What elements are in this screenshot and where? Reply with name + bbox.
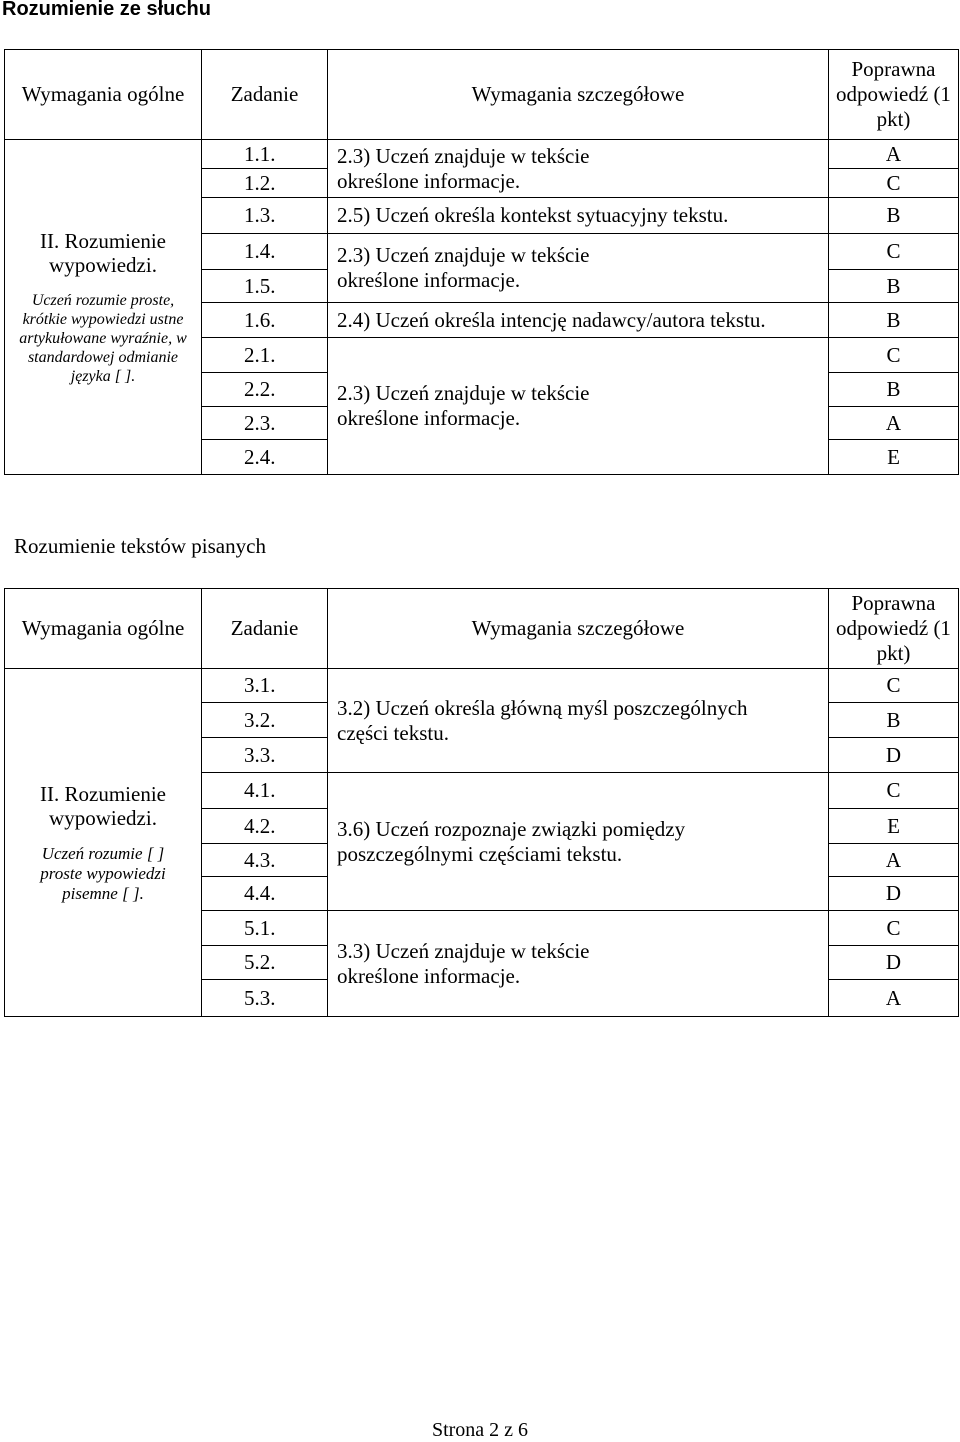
detailed-requirement: 3.2) Uczeń określa główną myśl poszczególnych części tekstu. — [328, 669, 829, 773]
task-number: 1.6. — [202, 303, 328, 338]
task-number: 1.4. — [202, 234, 328, 270]
general-requirement-title: II. Rozumienie wypowiedzi. — [40, 228, 166, 277]
task-number: 4.2. — [202, 809, 328, 844]
detailed-requirement: 2.3) Uczeń znajduje w tekście określone informacje. — [328, 234, 829, 303]
detailed-requirement: 2.3) Uczeń znajduje w tekście określone informacje. — [328, 140, 829, 198]
task-number: 1.5. — [202, 270, 328, 303]
general-requirement-cell — [5, 669, 202, 1017]
answer-cell: A — [829, 407, 959, 440]
task-number: 5.3. — [202, 980, 328, 1017]
task-number: 4.1. — [202, 773, 328, 809]
detailed-requirement: 3.6) Uczeń rozpoznaje związki pomiędzy poszczególnymi częściami tekstu. — [328, 773, 829, 911]
task-number: 2.3. — [202, 407, 328, 440]
answer-cell: B — [829, 303, 959, 338]
general-requirement-description: Uczeń rozumie [ ] proste wypowiedzi pisemne [ ]. — [40, 843, 166, 903]
answer-cell: D — [829, 946, 959, 980]
general-requirement-cell — [5, 140, 202, 475]
answer-cell: C — [829, 169, 959, 198]
detailed-requirement: 2.5) Uczeń określa kontekst sytuacyjny tekstu. — [328, 198, 829, 234]
task-number: 3.2. — [202, 703, 328, 738]
answer-cell: D — [829, 738, 959, 773]
detailed-requirement: 2.3) Uczeń znajduje w tekście określone informacje. — [328, 338, 829, 475]
task-number: 3.1. — [202, 669, 328, 703]
header-correct-answer: Poprawna odpowiedź (1 pkt) — [829, 589, 959, 669]
detailed-requirement: 2.4) Uczeń określa intencję nadawcy/autora tekstu. — [328, 303, 829, 338]
answer-cell: C — [829, 773, 959, 809]
task-number: 4.3. — [202, 844, 328, 877]
answer-cell: C — [829, 234, 959, 270]
header-task: Zadanie — [202, 50, 328, 140]
header-detailed-requirements: Wymagania szczegółowe — [328, 50, 829, 140]
task-number: 4.4. — [202, 877, 328, 911]
answer-cell: A — [829, 140, 959, 169]
task-number: 2.1. — [202, 338, 328, 373]
answer-cell: B — [829, 373, 959, 407]
answer-cell: B — [829, 270, 959, 303]
header-general-requirements: Wymagania ogólne — [5, 50, 202, 140]
answer-cell: E — [829, 440, 959, 475]
general-requirement-title: II. Rozumienie wypowiedzi. — [40, 781, 166, 830]
general-requirement-description: Uczeń rozumie proste, krótkie wypowiedzi ustne artykułowane wyraźnie, w standardowej odmianie języka [ ]. — [19, 291, 187, 385]
answer-cell: B — [829, 198, 959, 234]
answer-cell: A — [829, 980, 959, 1017]
answer-cell: C — [829, 669, 959, 703]
listening-answer-table — [4, 49, 959, 475]
answer-cell: B — [829, 703, 959, 738]
header-task: Zadanie — [202, 589, 328, 669]
section-title-listening: Rozumienie ze słuchu — [2, 0, 211, 20]
task-number: 5.2. — [202, 946, 328, 980]
task-number: 1.3. — [202, 198, 328, 234]
task-number: 5.1. — [202, 911, 328, 946]
header-general-requirements: Wymagania ogólne — [5, 589, 202, 669]
task-number: 1.1. — [202, 140, 328, 169]
detailed-requirement: 3.3) Uczeń znajduje w tekście określone informacje. — [328, 911, 829, 1017]
task-number: 3.3. — [202, 738, 328, 773]
task-number: 2.4. — [202, 440, 328, 475]
page-number: Strona 2 z 6 — [431, 1419, 529, 1441]
task-number: 1.2. — [202, 169, 328, 198]
answer-cell: A — [829, 844, 959, 877]
header-correct-answer: Poprawna odpowiedź (1 pkt) — [829, 50, 959, 140]
answer-cell: E — [829, 809, 959, 844]
answer-cell: D — [829, 877, 959, 911]
answer-cell: C — [829, 911, 959, 946]
reading-answer-table — [4, 588, 959, 1017]
task-number: 2.2. — [202, 373, 328, 407]
answer-cell: C — [829, 338, 959, 373]
section-title-reading: Rozumienie tekstów pisanych — [14, 534, 266, 558]
header-detailed-requirements: Wymagania szczegółowe — [328, 589, 829, 669]
